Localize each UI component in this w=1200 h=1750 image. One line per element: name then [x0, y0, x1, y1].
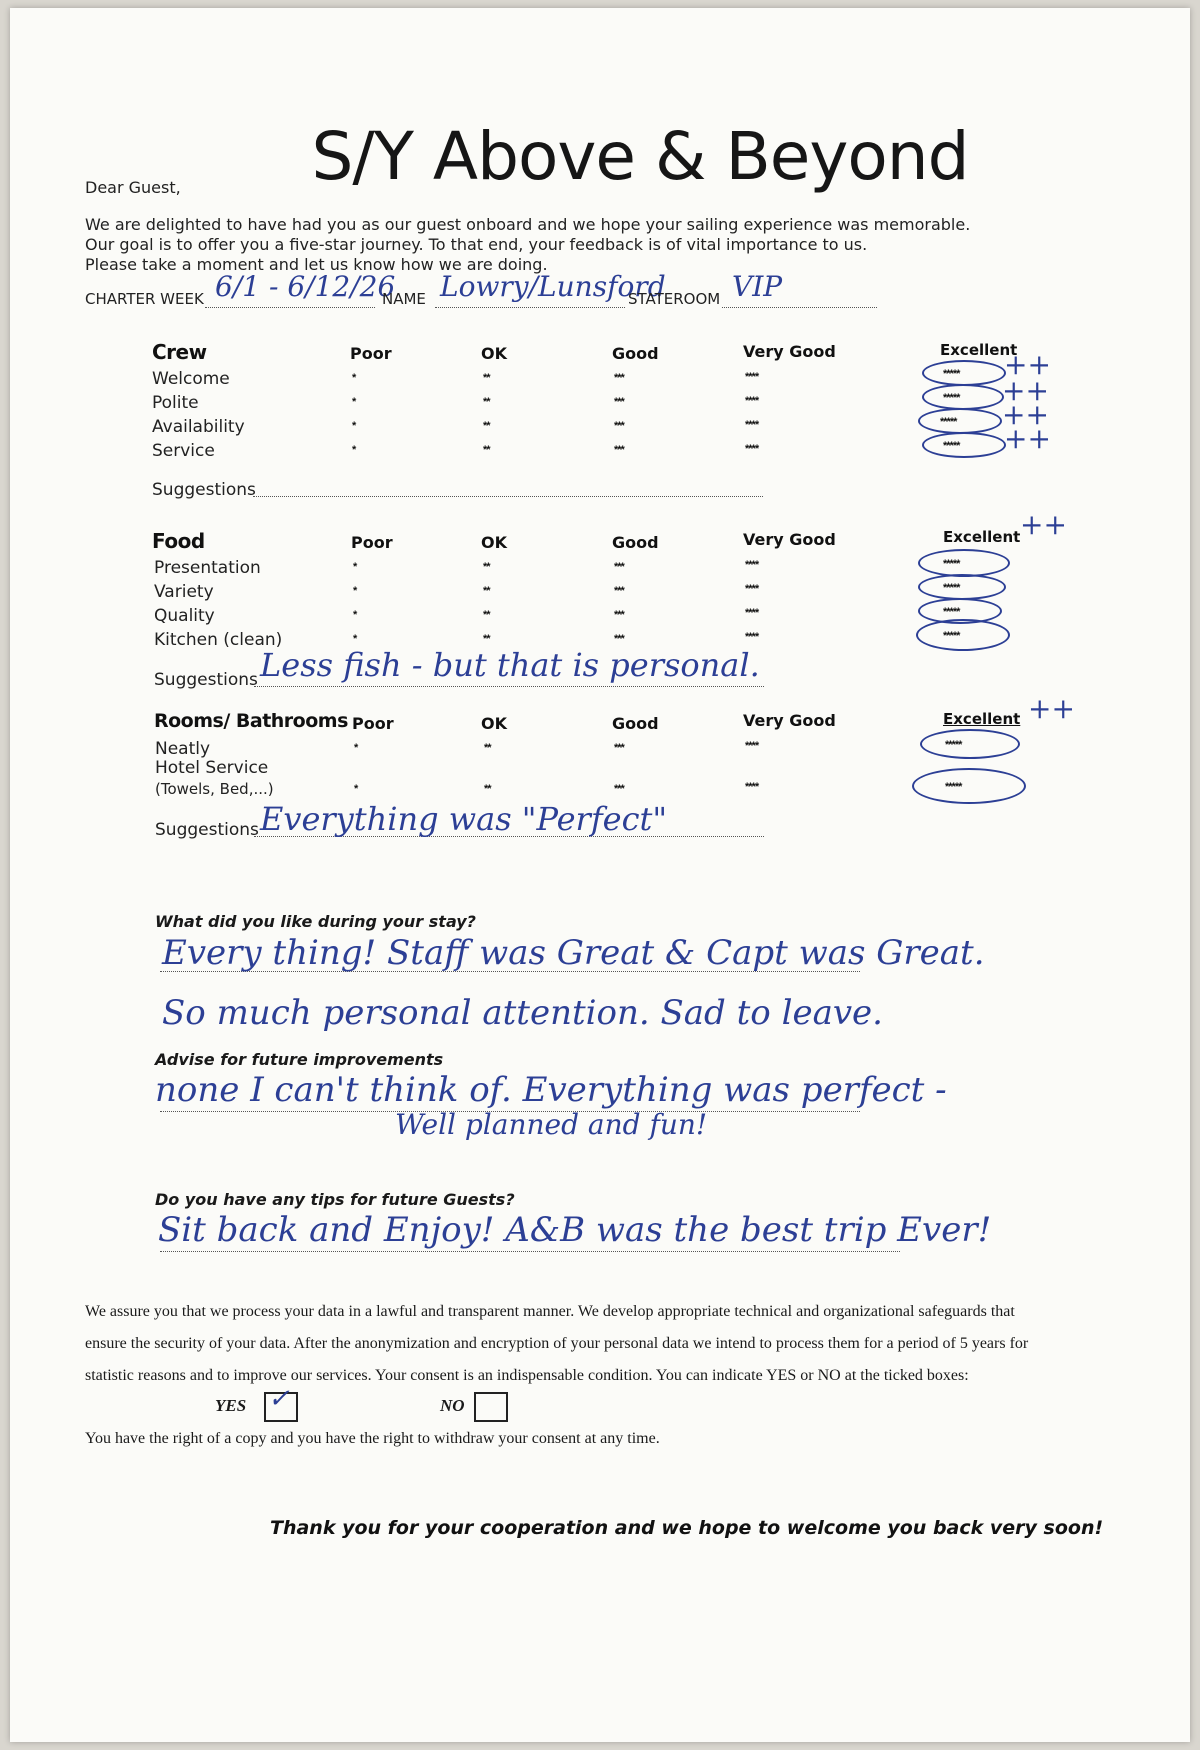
rooms-row-hotel-service: Hotel Service: [155, 758, 269, 778]
yes-check-mark: ✓: [268, 1384, 290, 1414]
footer-thanks: Thank you for your cooperation and we hope to welcome you back very soon!: [270, 1517, 1104, 1539]
rating-star[interactable]: ****: [745, 781, 759, 793]
food-col-ok: OK: [481, 533, 507, 552]
rating-star[interactable]: ****: [745, 559, 759, 571]
rating-star[interactable]: *****: [945, 781, 962, 793]
crew-col-excellent: Excellent: [940, 341, 1018, 359]
rating-star[interactable]: **: [484, 742, 491, 754]
rating-star[interactable]: *: [352, 372, 356, 384]
food-col-good: Good: [612, 533, 659, 552]
rating-star[interactable]: ****: [745, 443, 759, 455]
rating-star[interactable]: *: [352, 444, 356, 456]
crew-row-polite: Polite: [152, 393, 199, 413]
stateroom-label: STATEROOM: [628, 290, 721, 308]
rating-star[interactable]: ***: [614, 633, 624, 645]
rating-star[interactable]: **: [483, 561, 490, 573]
improve-question: Advise for future improvements: [155, 1050, 444, 1069]
excellent-selected-circle[interactable]: [918, 408, 1002, 434]
rating-star[interactable]: **: [483, 633, 490, 645]
rating-star[interactable]: *****: [940, 416, 957, 428]
improve-answer-1[interactable]: none I can't think of. Everything was perfect -: [155, 1070, 947, 1110]
excellent-selected-circle[interactable]: [916, 619, 1010, 651]
name-value[interactable]: Lowry/Lunsford: [440, 270, 666, 303]
rating-star[interactable]: *: [354, 742, 358, 754]
food-suggestions-label: Suggestions: [154, 670, 258, 690]
rating-star[interactable]: ****: [745, 583, 759, 595]
rating-star[interactable]: ****: [745, 395, 759, 407]
rating-star[interactable]: *****: [943, 558, 960, 570]
rating-star[interactable]: ***: [614, 783, 624, 795]
rooms-col-poor: Poor: [352, 714, 394, 733]
rating-star[interactable]: ***: [614, 585, 624, 597]
name-line: [435, 307, 625, 308]
food-row-kitchen: Kitchen (clean): [154, 630, 283, 650]
rating-star[interactable]: **: [483, 585, 490, 597]
food-col-excellent: Excellent: [943, 528, 1021, 546]
food-row-quality: Quality: [154, 606, 215, 626]
excellent-selected-circle[interactable]: [918, 549, 1010, 577]
excellent-selected-circle[interactable]: [918, 574, 1006, 600]
charter-week-line: [205, 307, 375, 308]
rating-star[interactable]: *****: [943, 368, 960, 380]
rooms-suggestions-value[interactable]: Everything was "Perfect": [260, 800, 668, 838]
rating-star[interactable]: ***: [614, 396, 624, 408]
crew-suggestions-label: Suggestions: [152, 480, 256, 500]
rating-star[interactable]: ****: [745, 740, 759, 752]
rooms-section-title: Rooms/ Bathrooms: [154, 710, 348, 732]
excellent-selected-circle[interactable]: [912, 768, 1026, 804]
rating-star[interactable]: ***: [614, 609, 624, 621]
charter-week-label: CHARTER WEEK: [85, 290, 204, 308]
rating-star[interactable]: ***: [614, 420, 624, 432]
rating-star[interactable]: *: [354, 783, 358, 795]
food-col-very-good: Very Good: [743, 530, 836, 549]
intro-line-2: Our goal is to offer you a five-star journey. To that end, your feedback is of vital importance to us.: [85, 235, 868, 254]
excellent-selected-circle[interactable]: [922, 360, 1006, 386]
crew-row-service: Service: [152, 441, 215, 461]
food-suggestions-line: [254, 686, 764, 687]
rating-star[interactable]: ****: [745, 419, 759, 431]
improve-answer-2[interactable]: Well planned and fun!: [395, 1108, 708, 1141]
rating-star[interactable]: *: [353, 585, 357, 597]
food-header-mark: ++: [1020, 508, 1067, 541]
stateroom-value[interactable]: VIP: [732, 270, 783, 303]
liked-question: What did you like during your stay?: [155, 912, 476, 931]
crew-col-poor: Poor: [350, 344, 392, 363]
food-suggestions-value[interactable]: Less fish - but that is personal.: [260, 646, 760, 684]
consent-rights: You have the right of a copy and you have the right to withdraw your consent at any time.: [85, 1430, 660, 1447]
crew-col-ok: OK: [481, 344, 507, 363]
rating-star[interactable]: **: [483, 444, 490, 456]
rating-star[interactable]: **: [483, 372, 490, 384]
greeting: Dear Guest,: [85, 178, 181, 197]
crew-service-mark: ++: [1004, 422, 1051, 455]
rating-star[interactable]: *****: [943, 606, 960, 618]
excellent-selected-circle[interactable]: [922, 384, 1004, 410]
tips-answer[interactable]: Sit back and Enjoy! A&B was the best trip Ever!: [158, 1210, 992, 1250]
rating-star[interactable]: *****: [943, 582, 960, 594]
rating-star[interactable]: *****: [943, 392, 960, 404]
excellent-selected-circle[interactable]: [922, 432, 1006, 458]
no-checkbox[interactable]: [474, 1392, 508, 1422]
rooms-col-excellent: Excellent: [943, 710, 1021, 728]
rating-star[interactable]: **: [483, 396, 490, 408]
rating-star[interactable]: *****: [945, 739, 962, 751]
food-col-poor: Poor: [351, 533, 393, 552]
crew-col-good: Good: [612, 344, 659, 363]
crew-welcome-mark: ++: [1004, 348, 1051, 381]
rooms-col-good: Good: [612, 714, 659, 733]
rating-star[interactable]: *: [352, 396, 356, 408]
rating-star[interactable]: ****: [745, 371, 759, 383]
rating-star[interactable]: **: [484, 783, 491, 795]
crew-suggestions-line: [253, 496, 763, 497]
rooms-suggestions-label: Suggestions: [155, 820, 259, 840]
rating-star[interactable]: **: [483, 609, 490, 621]
tips-answer-line: [160, 1251, 900, 1252]
no-label: NO: [440, 1396, 465, 1415]
intro-line-1: We are delighted to have had you as our guest onboard and we hope your sailing experience was memorable.: [85, 215, 971, 234]
liked-answer-1[interactable]: Every thing! Staff was Great & Capt was Great.: [162, 933, 985, 973]
consent-line-3: statistic reasons and to improve our services. Your consent is an indispensable condition. You can indicate YES or NO at the ticked boxes:: [85, 1367, 969, 1384]
rooms-col-very-good: Very Good: [743, 711, 836, 730]
intro-line-3: Please take a moment and let us know how we are doing.: [85, 255, 548, 274]
rating-star[interactable]: *: [352, 420, 356, 432]
rooms-col-ok: OK: [481, 714, 507, 733]
rating-star[interactable]: *****: [943, 630, 960, 642]
food-row-variety: Variety: [154, 582, 214, 602]
yes-label: YES: [215, 1396, 247, 1415]
crew-polite-mark: ++: [1002, 374, 1049, 407]
rooms-header-mark: ++: [1028, 692, 1075, 725]
name-label: NAME: [382, 290, 426, 308]
crew-availability-mark: ++: [1002, 398, 1049, 431]
crew-row-availability: Availability: [152, 417, 245, 437]
liked-answer-2[interactable]: So much personal attention. Sad to leave.: [162, 993, 883, 1033]
consent-line-1: We assure you that we process your data in a lawful and transparent manner. We develop appropriate technical and organizational safeguards that: [85, 1303, 1015, 1320]
rating-star[interactable]: ***: [614, 372, 624, 384]
rating-star[interactable]: ***: [614, 444, 624, 456]
form-title: S/Y Above & Beyond: [311, 118, 969, 195]
excellent-selected-circle[interactable]: [920, 729, 1020, 759]
rating-star[interactable]: ***: [614, 561, 624, 573]
crew-section-title: Crew: [152, 340, 207, 364]
food-row-presentation: Presentation: [154, 558, 261, 578]
rating-star[interactable]: **: [483, 420, 490, 432]
food-section-title: Food: [152, 529, 205, 553]
crew-row-welcome: Welcome: [152, 369, 230, 389]
tips-question: Do you have any tips for future Guests?: [155, 1190, 515, 1209]
charter-week-value[interactable]: 6/1 - 6/12/26: [215, 270, 396, 303]
rating-star[interactable]: *****: [943, 440, 960, 452]
crew-col-very-good: Very Good: [743, 342, 836, 361]
feedback-form: [10, 8, 1190, 1742]
rooms-row-hotel-service-note: (Towels, Bed,...): [155, 780, 274, 798]
stateroom-line: [722, 307, 877, 308]
rating-star[interactable]: ***: [614, 742, 624, 754]
rating-star[interactable]: *: [353, 561, 357, 573]
rooms-row-neatly: Neatly: [155, 739, 211, 759]
rating-star[interactable]: ****: [745, 607, 759, 619]
rating-star[interactable]: *: [353, 633, 357, 645]
rating-star[interactable]: ****: [745, 631, 759, 643]
rating-star[interactable]: *: [353, 609, 357, 621]
consent-line-2: ensure the security of your data. After the anonymization and encryption of your personal data we intend to process them for a period of 5 years for: [85, 1335, 1029, 1352]
